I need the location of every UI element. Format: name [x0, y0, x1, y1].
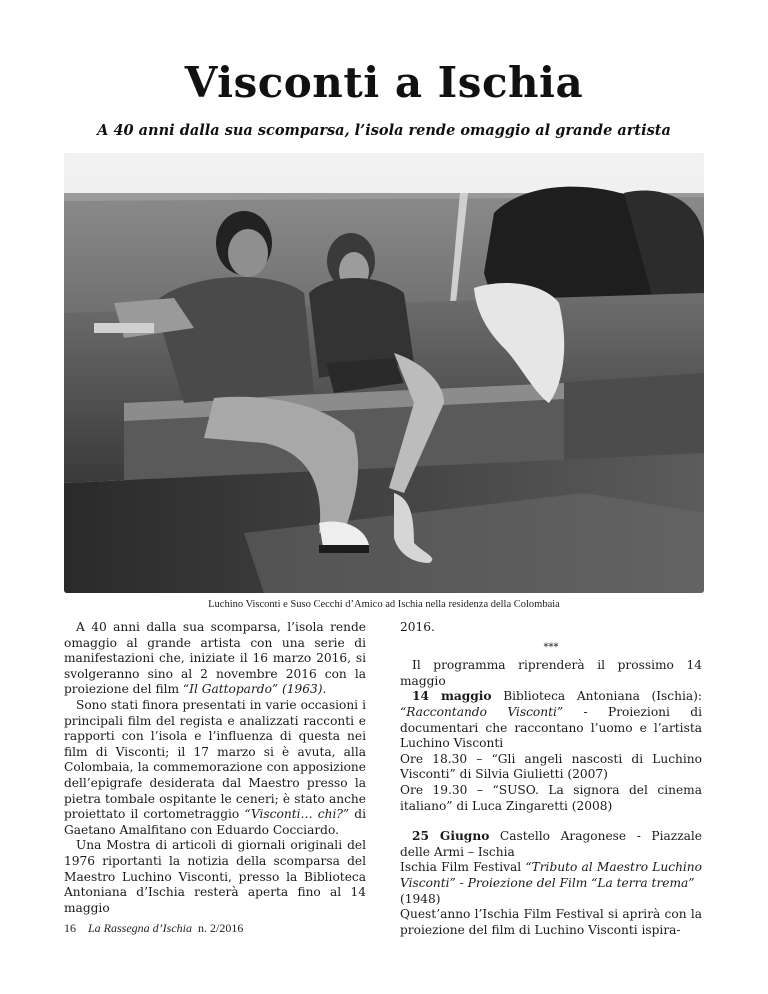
festival-tribute-title: “Tributo al Maestro Luchino Visconti” - Proiezione del Film “La terra trema” — [400, 860, 702, 890]
paragraph-exhibition: Una Mostra di articoli di giornali originali del 1976 riportanti la notizia della scomparsa del Maestro Luchino Visconti, presso la Biblioteca Antoniana d’Ischia resterà aperta fino al 14 maggio — [64, 838, 366, 915]
article-column-right — [400, 620, 702, 938]
festival-name: Ischia Film Festival — [400, 860, 526, 875]
continuation-text: 2016. — [400, 620, 435, 634]
film-title-gattopardo: “Il Gattopardo” (1963). — [182, 682, 327, 697]
section-separator: *** — [543, 641, 559, 653]
issue-number: n. 2/2016 — [198, 921, 244, 935]
film-year: (1948) — [400, 891, 441, 906]
screening-1830: Ore 18.30 – “Gli angeli nascosti di Luchino Visconti” di Silvia Giulietti (2007) — [400, 751, 702, 782]
paragraph-intro — [64, 620, 366, 698]
article-title: Visconti a Ischia — [184, 58, 584, 107]
event-description: - Proiezioni di documentari che raccontano l’uomo e l’artista Luchino Visconti — [400, 704, 702, 751]
page-footer — [64, 921, 243, 936]
photo-visconti-cecchi — [64, 153, 704, 593]
photo-caption: Luchino Visconti e Suso Cecchi d’Amico ad Ischia nella residenza della Colombaia — [208, 599, 560, 610]
event-14-maggio — [400, 689, 702, 751]
intro-text: A 40 anni dalla sua scomparsa, l’isola rende omaggio al grande artista con una serie di manifestazioni che, iniziate il 16 marzo 2016, si svolgeranno sino al 2 novembre 2016 con la proiezione del film — [64, 620, 366, 697]
magazine-name: La Rassegna d’Ischia — [88, 921, 192, 935]
article-subtitle: A 40 anni dalla sua scomparsa, l’isola rende omaggio al grande artista — [97, 122, 671, 139]
event-title: “Raccontando Visconti” — [400, 704, 564, 719]
screening-1930: Ore 19.30 – “SUSO. La signora del cinema italiano” di Luca Zingaretti (2008) — [400, 782, 702, 813]
article-photo — [64, 153, 704, 593]
event-date: 14 maggio — [412, 689, 492, 704]
events-text: Sono stati finora presentati in varie occasioni i principali film del regista e analizzati racconti e rapporti con l’isola e l’influenza di questa nei film di Visconti; il 17 marzo si è avuta, alla Colombaia, la commemorazione con apposizione dell’epigrafe desiderata dal Maestro presso la pietra tombale ospitante le ceneri; è stato anche proiettato il cortometraggio — [64, 697, 366, 822]
event-date: 25 Giugno — [412, 829, 490, 844]
article-column-left — [64, 620, 366, 916]
paragraph-events — [64, 698, 366, 838]
event-place: Biblioteca Antoniana (Ischia): — [491, 689, 702, 704]
film-title-visconti-chi: “Visconti… chi?” — [244, 807, 350, 822]
page-number: 16 — [64, 921, 76, 935]
event-25-giugno — [400, 829, 702, 860]
events-text-end: di Gaetano Amalfitano con Eduardo Cocciardo. — [64, 807, 366, 837]
festival-description: Quest’anno l’Ischia Film Festival si aprirà con la proiezione del film di Luchino Visconti ispira- — [400, 907, 702, 937]
event-place: Castello Aragonese - Piazzale delle Armi – Ischia — [400, 829, 702, 859]
festival-line — [400, 860, 702, 891]
program-intro: Il programma riprenderà il prossimo 14 maggio — [400, 658, 702, 688]
